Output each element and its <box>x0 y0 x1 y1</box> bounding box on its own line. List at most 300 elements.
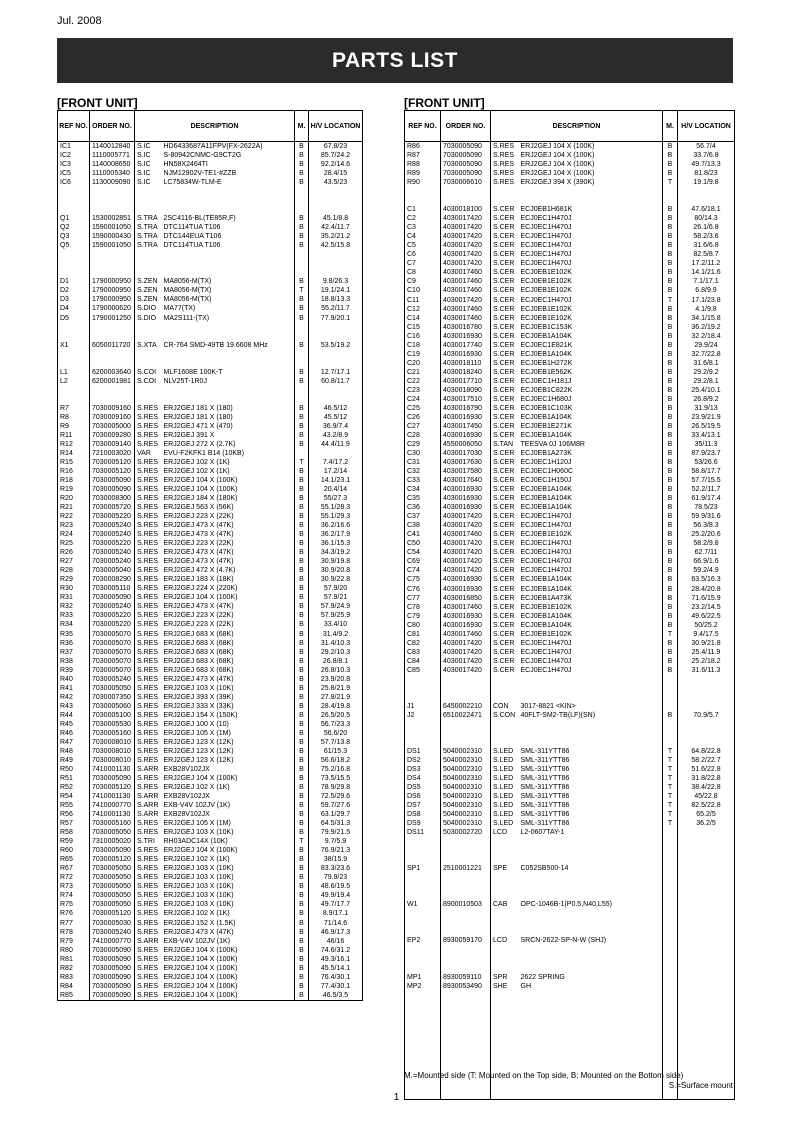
order-no: 7030005240 <box>90 548 135 557</box>
mounted-side: T <box>663 819 678 828</box>
order-no: 1790000950 <box>90 286 135 295</box>
table-row <box>405 440 735 449</box>
table-row <box>405 566 735 575</box>
mounted-side: B <box>295 720 309 729</box>
type: S.RES <box>135 855 162 864</box>
mounted-side: B <box>295 801 309 810</box>
part-name: TEESVA 0J 106M8R <box>519 440 663 449</box>
table-row <box>405 747 735 756</box>
order-no: 4030017420 <box>441 259 491 268</box>
ref-no: C30 <box>405 449 441 458</box>
mounted-side: B <box>295 729 309 738</box>
ref-no: R42 <box>58 693 90 702</box>
hv-location: 58.8/17.7 <box>678 467 735 476</box>
type: S.CER <box>491 585 519 594</box>
table-row <box>58 268 363 277</box>
part-name: ECJ0EC1H120J <box>519 458 663 467</box>
type: S.CER <box>491 386 519 395</box>
table-row <box>405 927 735 936</box>
mounted-side <box>663 973 678 982</box>
order-no: 5030002720 <box>441 828 491 837</box>
part-name <box>519 187 663 196</box>
type: S.RES <box>135 494 162 503</box>
part-name: ECJ0EC1H470J <box>519 548 663 557</box>
ref-no: C25 <box>405 404 441 413</box>
order-no: 4030017420 <box>441 566 491 575</box>
mounted-side: B <box>663 241 678 250</box>
part-name: ECJ0EC1H470J <box>519 657 663 666</box>
part-name: ERJ2GEJ 104 X (100K) <box>162 946 295 955</box>
part-name: ECJ0EC1H470J <box>519 521 663 530</box>
ref-no: R14 <box>58 449 90 458</box>
part-name <box>162 250 295 259</box>
hv-location: 72.5/29.6 <box>309 792 363 801</box>
hv-location: 36.9/7.4 <box>309 422 363 431</box>
mounted-side: B <box>663 341 678 350</box>
type <box>491 196 519 205</box>
mounted-side: B <box>295 855 309 864</box>
hv-location: 56.3/8.3 <box>678 521 735 530</box>
table-row <box>405 485 735 494</box>
mounted-side: B <box>295 440 309 449</box>
part-name: ERJ2GEJ 683 X (68K) <box>162 630 295 639</box>
part-name: S-80942CNMC-G9CT2G <box>162 151 295 160</box>
part-name: SML-311YTT86 <box>519 765 663 774</box>
table-row <box>405 268 735 277</box>
order-no: 4030017420 <box>441 666 491 675</box>
type: S.CER <box>491 666 519 675</box>
table-row <box>58 828 363 837</box>
type: S.RES <box>135 846 162 855</box>
table-row <box>405 178 735 187</box>
order-no: 7030005050 <box>90 864 135 873</box>
order-no: 4030016930 <box>441 575 491 584</box>
hv-location: 49.6/22.5 <box>678 612 735 621</box>
part-name: CR-764 SMD-49TB 19.6608 MHz <box>162 341 295 350</box>
part-name: ERJ2GEJ 683 X (68K) <box>162 648 295 657</box>
part-name: EXB-V4V 102JV (1K) <box>162 937 295 946</box>
mounted-side: B <box>295 593 309 602</box>
part-name: ECJ0EB1A104K <box>519 413 663 422</box>
mounted-side <box>663 964 678 973</box>
mounted-side: B <box>295 602 309 611</box>
type: S.RES <box>135 476 162 485</box>
type: S.CER <box>491 404 519 413</box>
col-ref-no: REF NO. <box>58 111 90 142</box>
order-no: 4030017460 <box>441 530 491 539</box>
surface-mount-note: S.=Surface mount <box>668 1081 733 1090</box>
hv-location: 31.4/10.3 <box>309 639 363 648</box>
ref-no <box>405 927 441 936</box>
mounted-side <box>663 936 678 945</box>
table-row <box>405 1036 735 1045</box>
table-row <box>58 196 363 205</box>
part-name <box>519 1036 663 1045</box>
part-name <box>162 386 295 395</box>
part-name: ECJ0EB1A104K <box>519 485 663 494</box>
hv-location <box>678 991 735 1000</box>
ref-no: R59 <box>58 837 90 846</box>
order-no: 4030017030 <box>441 449 491 458</box>
mounted-side: B <box>295 575 309 584</box>
type: CAB <box>491 900 519 909</box>
order-no: 7030005090 <box>441 160 491 169</box>
order-no: 4030017420 <box>441 223 491 232</box>
hv-location: 57.9/25.9 <box>309 611 363 620</box>
hv-location: 59.2/4.9 <box>678 566 735 575</box>
ref-no <box>58 395 90 404</box>
ref-no: R60 <box>58 846 90 855</box>
order-no <box>90 250 135 259</box>
order-no <box>441 837 491 846</box>
mounted-side: B <box>295 946 309 955</box>
type: S.CER <box>491 296 519 305</box>
type: S.RES <box>135 711 162 720</box>
ref-no: L1 <box>58 368 90 377</box>
part-name <box>162 259 295 268</box>
type: SHE <box>491 982 519 991</box>
table-row <box>58 891 363 900</box>
ref-no <box>405 738 441 747</box>
type: S.RES <box>135 539 162 548</box>
table-row <box>58 819 363 828</box>
type: S.RES <box>135 873 162 882</box>
mounted-side: B <box>295 783 309 792</box>
mounted-side: B <box>295 657 309 666</box>
table-row <box>58 259 363 268</box>
type: S.CER <box>491 539 519 548</box>
mounted-side: B <box>295 774 309 783</box>
hv-location: 53.5/19.2 <box>309 341 363 350</box>
hv-location <box>678 982 735 991</box>
ref-no: C10 <box>405 286 441 295</box>
ref-no: R20 <box>58 494 90 503</box>
ref-no: C36 <box>405 503 441 512</box>
order-no: 7030005120 <box>90 783 135 792</box>
table-row <box>405 395 735 404</box>
mounted-side: B <box>295 611 309 620</box>
ref-no: C12 <box>405 305 441 314</box>
mounted-side: T <box>663 630 678 639</box>
table-row <box>405 882 735 891</box>
table-row <box>405 936 735 945</box>
order-no: 7030005090 <box>90 991 135 1001</box>
mounted-side: B <box>663 557 678 566</box>
hv-location <box>678 1018 735 1027</box>
part-name <box>519 1027 663 1036</box>
mounted-side: B <box>663 332 678 341</box>
type: S.CER <box>491 323 519 332</box>
type: S.LED <box>491 801 519 810</box>
type: S.CER <box>491 521 519 530</box>
order-no <box>441 891 491 900</box>
hv-location: 77.9/20.1 <box>309 314 363 323</box>
mounted-side: B <box>663 314 678 323</box>
part-name: ERJ2GEJ 563 X (56K) <box>162 503 295 512</box>
ref-no: DS8 <box>405 810 441 819</box>
part-name: MA77(TX) <box>162 304 295 313</box>
mounted-side: B <box>663 476 678 485</box>
type: S.RES <box>135 404 162 413</box>
part-name: ERJ2GEJ 394 X (390K) <box>519 178 663 187</box>
mounted-side: B <box>295 964 309 973</box>
hv-location <box>678 1000 735 1009</box>
hv-location: 26.1/6.8 <box>678 223 735 232</box>
hv-location <box>678 675 735 684</box>
part-name: SRCN-2622-SP-N-W (SHJ) <box>519 936 663 945</box>
table-row <box>405 350 735 359</box>
type: S.RES <box>135 828 162 837</box>
ref-no: R51 <box>58 774 90 783</box>
part-name <box>162 323 295 332</box>
part-name <box>162 395 295 404</box>
part-name: SML-311YTT86 <box>519 747 663 756</box>
table-row <box>405 801 735 810</box>
order-no: 7310005020 <box>90 837 135 846</box>
ref-no: R43 <box>58 702 90 711</box>
type: S.RES <box>135 747 162 756</box>
mounted-side: B <box>295 756 309 765</box>
mounted-side: B <box>663 286 678 295</box>
part-name: ECJ0EB1A104K <box>519 503 663 512</box>
ref-no: C37 <box>405 512 441 521</box>
part-name <box>162 350 295 359</box>
part-name <box>519 738 663 747</box>
table-row <box>58 756 363 765</box>
type: S.RES <box>491 178 519 187</box>
order-no: 8930059110 <box>441 973 491 982</box>
ref-no <box>405 1045 441 1054</box>
hv-location: 87.9/23.7 <box>678 449 735 458</box>
hv-location: 6.8/9.9 <box>678 286 735 295</box>
order-no: 5040002310 <box>441 747 491 756</box>
mounted-side: B <box>295 675 309 684</box>
type: S.RES <box>135 693 162 702</box>
ref-no: C6 <box>405 250 441 259</box>
hv-location: 12.7/17.1 <box>309 368 363 377</box>
type: S.LED <box>491 810 519 819</box>
hv-location: 50/25.2 <box>678 621 735 630</box>
mounted-side <box>663 946 678 955</box>
part-name: ERJ2GEJ 103 X (10K) <box>162 684 295 693</box>
ref-no <box>405 720 441 729</box>
mounted-side: B <box>295 341 309 350</box>
type: S.LED <box>491 765 519 774</box>
mounted-side: B <box>295 485 309 494</box>
type: S.CON <box>491 711 519 720</box>
mounted-side: B <box>663 521 678 530</box>
ref-no: D2 <box>58 286 90 295</box>
hv-location <box>678 936 735 945</box>
type: S.RES <box>135 584 162 593</box>
table-row <box>405 142 735 152</box>
hv-location: 23.9/21.9 <box>678 413 735 422</box>
table-row <box>405 783 735 792</box>
ref-no: J1 <box>405 702 441 711</box>
mounted-side: B <box>663 214 678 223</box>
part-name <box>519 1000 663 1009</box>
col-description: DESCRIPTION <box>135 111 295 142</box>
table-row <box>405 1009 735 1018</box>
ref-no <box>405 873 441 882</box>
order-no: 7030005220 <box>90 512 135 521</box>
mounted-side: B <box>295 241 309 250</box>
part-name: ECJ0EC1H470J <box>519 512 663 521</box>
order-no: 7030005120 <box>90 855 135 864</box>
table-row <box>58 232 363 241</box>
type: S.RES <box>135 620 162 629</box>
hv-location: 64.5/31.3 <box>309 819 363 828</box>
order-no: 4030017580 <box>441 467 491 476</box>
mounted-side: B <box>295 295 309 304</box>
hv-location: 38/15.9 <box>309 855 363 864</box>
ref-no: C85 <box>405 666 441 675</box>
order-no: 4030016790 <box>441 404 491 413</box>
mounted-side: B <box>295 314 309 323</box>
part-name: MA8056-M(TX) <box>162 277 295 286</box>
type: S.CER <box>491 648 519 657</box>
part-name: ECJ0EB1H272K <box>519 359 663 368</box>
hv-location <box>678 1027 735 1036</box>
hv-location <box>309 449 363 458</box>
order-no: 7030008010 <box>90 738 135 747</box>
ref-no: R44 <box>58 711 90 720</box>
hv-location: 17.2/14 <box>309 467 363 476</box>
table-row <box>58 611 363 620</box>
order-no: 6200003640 <box>90 368 135 377</box>
table-row <box>58 160 363 169</box>
type <box>491 693 519 702</box>
type: S.RES <box>491 160 519 169</box>
part-name: ERJ2GEJ 103 X (10K) <box>162 873 295 882</box>
ref-no: L2 <box>58 377 90 386</box>
type: S.RES <box>135 639 162 648</box>
order-no: 7030005030 <box>90 919 135 928</box>
part-name: ECJ0EB1E102K <box>519 277 663 286</box>
order-no: 7030005120 <box>90 467 135 476</box>
part-name: EXB28V102JX <box>162 810 295 819</box>
col-hv-location: H/V LOCATION <box>678 111 735 142</box>
order-no <box>441 693 491 702</box>
type: S.CER <box>491 449 519 458</box>
hv-location: 38.4/22.8 <box>678 783 735 792</box>
hv-location: 31.8/22.8 <box>678 774 735 783</box>
order-no: 1530002851 <box>90 214 135 223</box>
hv-location: 49.7/17.7 <box>309 900 363 909</box>
part-name <box>162 205 295 214</box>
hv-location <box>678 693 735 702</box>
part-name: ECJ0EC1H470J <box>519 250 663 259</box>
hv-location <box>678 882 735 891</box>
type: S.CER <box>491 566 519 575</box>
type: S.RES <box>135 774 162 783</box>
ref-no: C84 <box>405 657 441 666</box>
order-no <box>441 946 491 955</box>
ref-no <box>405 1009 441 1018</box>
hv-location: 9.8/26.3 <box>309 277 363 286</box>
part-name: RH03ADC14X (10K) <box>162 837 295 846</box>
hv-location: 67.8/23 <box>309 142 363 152</box>
ref-no: D1 <box>58 277 90 286</box>
hv-location: 8.9/17.1 <box>309 909 363 918</box>
hv-location <box>678 891 735 900</box>
order-no: 6450002210 <box>441 702 491 711</box>
order-no: 7030005000 <box>90 422 135 431</box>
mounted-side <box>663 1000 678 1009</box>
hv-location <box>678 187 735 196</box>
ref-no: C21 <box>405 368 441 377</box>
order-no: 4030017460 <box>441 630 491 639</box>
ref-no: R24 <box>58 530 90 539</box>
mounted-side: B <box>663 142 678 152</box>
type: S.RES <box>135 630 162 639</box>
order-no: 4030017460 <box>441 277 491 286</box>
hv-location: 57.7/13.8 <box>309 738 363 747</box>
table-row <box>405 864 735 873</box>
ref-no <box>405 918 441 927</box>
table-row <box>58 151 363 160</box>
type: S.CER <box>491 368 519 377</box>
part-name: ECJ0EB1C103K <box>519 404 663 413</box>
part-name: 40FLT-SM2-TB(LF)(SN) <box>519 711 663 720</box>
order-no: 1590001050 <box>90 241 135 250</box>
ref-no: C23 <box>405 386 441 395</box>
mounted-side: B <box>663 603 678 612</box>
ref-no: IC3 <box>58 160 90 169</box>
order-no: 7030005090 <box>441 169 491 178</box>
type: S.XTA <box>135 341 162 350</box>
table-row <box>405 458 735 467</box>
col-ref-no: REF NO. <box>405 111 441 142</box>
hv-location: 31.6/6.8 <box>678 241 735 250</box>
part-name <box>519 1081 663 1090</box>
part-name: GH <box>519 982 663 991</box>
table-row <box>58 530 363 539</box>
hv-location: 18.8/13.3 <box>309 295 363 304</box>
table-row <box>58 955 363 964</box>
table-row <box>405 792 735 801</box>
ref-no: C29 <box>405 440 441 449</box>
type <box>491 1036 519 1045</box>
ref-no: MP1 <box>405 973 441 982</box>
table-row <box>58 747 363 756</box>
table-row <box>58 205 363 214</box>
part-name: ERJ2GEJ 123 X (12K) <box>162 747 295 756</box>
type: S.TRA <box>135 241 162 250</box>
table-row <box>405 918 735 927</box>
part-name: ECJ0EB1E271K <box>519 422 663 431</box>
hv-location <box>678 1045 735 1054</box>
ref-no: R58 <box>58 828 90 837</box>
type: S.CER <box>491 341 519 350</box>
part-name: ERJ2GEJ 103 X (10K) <box>162 891 295 900</box>
table-row <box>58 738 363 747</box>
part-name: SML-311YTT86 <box>519 756 663 765</box>
page-number: 1 <box>393 1092 400 1103</box>
order-no: 4030016850 <box>441 594 491 603</box>
mounted-side: B <box>295 368 309 377</box>
mounted-side <box>663 846 678 855</box>
part-name <box>519 196 663 205</box>
table-row <box>405 160 735 169</box>
order-no: 7030005160 <box>90 729 135 738</box>
hv-location: 4.1/9.8 <box>678 305 735 314</box>
table-row <box>405 837 735 846</box>
table-row <box>405 530 735 539</box>
table-row <box>58 512 363 521</box>
order-no: 7030005120 <box>90 909 135 918</box>
hv-location: 36.2/16.6 <box>309 521 363 530</box>
